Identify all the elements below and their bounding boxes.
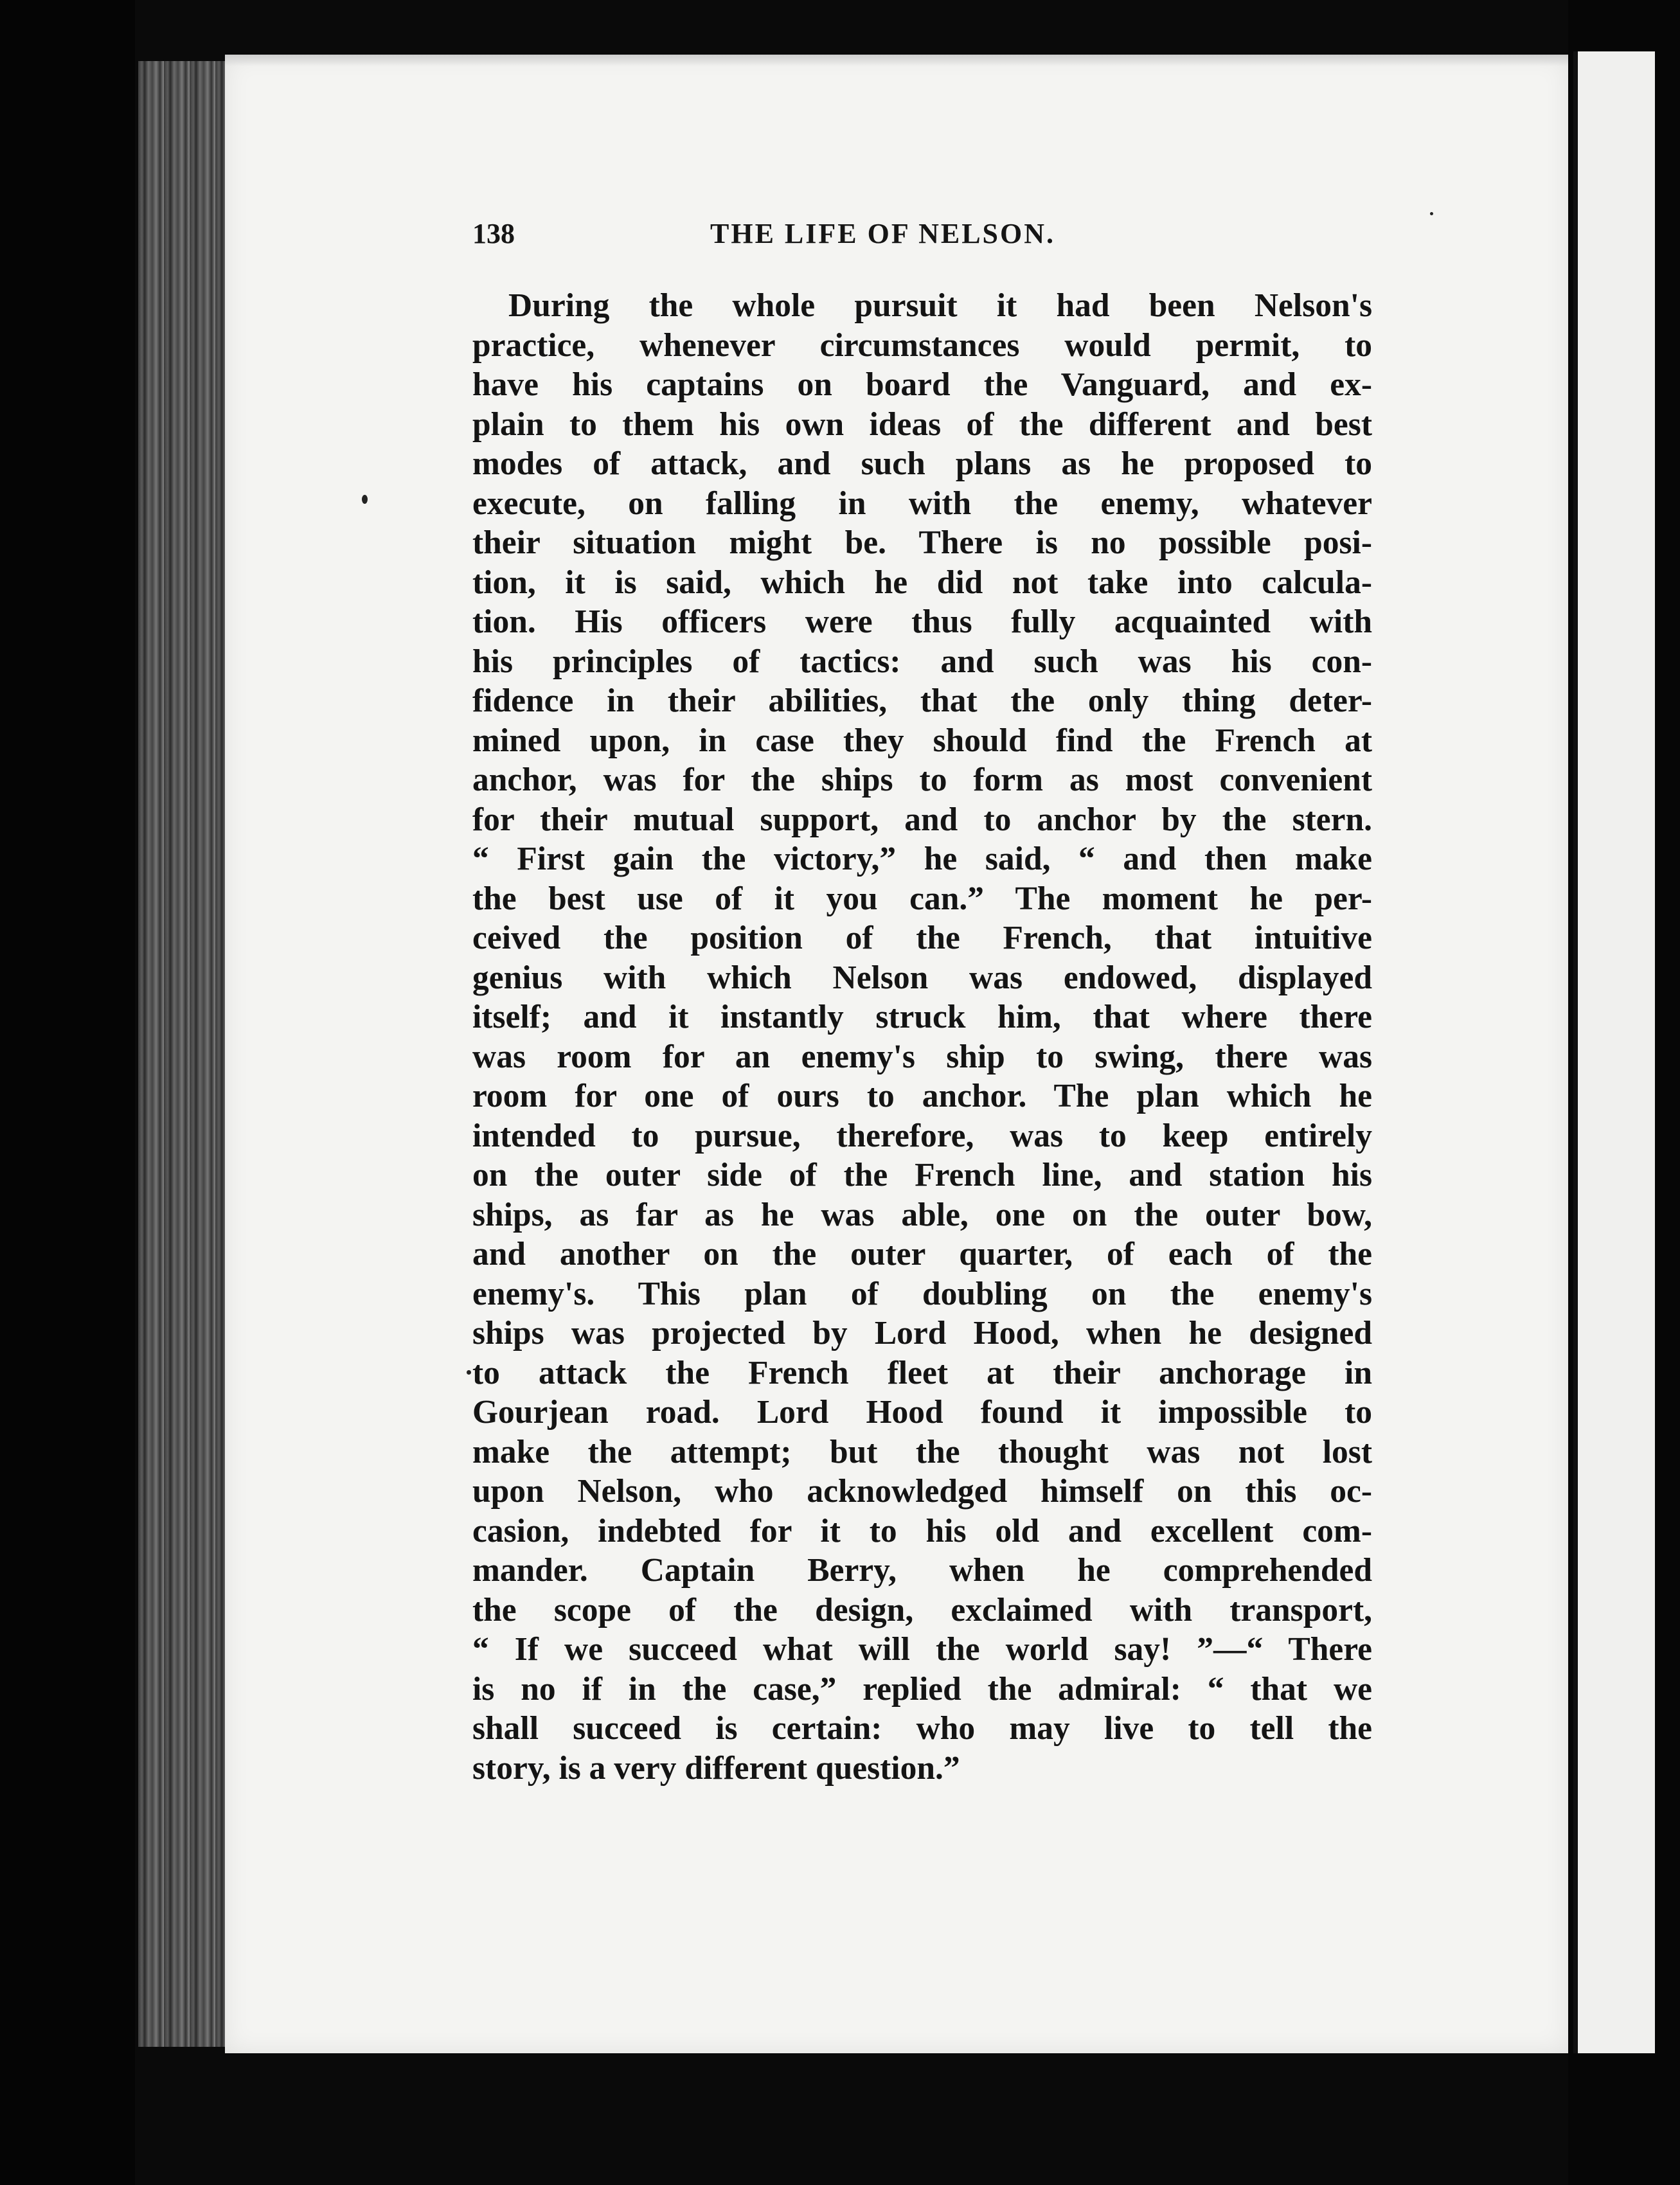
text-line: tion, it is said, which he did not take into calcula-: [472, 564, 1372, 601]
text-line: Gourjean road. Lord Hood found it impossible to: [472, 1394, 1372, 1431]
text-line: During the whole pursuit it had been Nelson's: [508, 287, 1372, 324]
text-line: ships was projected by Lord Hood, when he designed: [472, 1315, 1372, 1351]
text-line: have his captains on board the Vanguard, and ex-: [472, 366, 1372, 403]
text-line: ships, as far as he was able, one on the outer bow,: [472, 1196, 1372, 1233]
text-line: to attack the French fleet at their anchorage in: [472, 1354, 1372, 1391]
ink-speck: [362, 495, 368, 504]
text-line: and another on the outer quarter, of each of the: [472, 1236, 1372, 1272]
text-line: the scope of the design, exclaimed with transport,: [472, 1591, 1372, 1628]
page-top-shadow: [225, 55, 1568, 66]
text-line: room for one of ours to anchor. The plan which he: [472, 1078, 1372, 1114]
text-line: for their mutual support, and to anchor by the stern.: [472, 801, 1372, 838]
text-line: is no if in the case,” replied the admiral: “ that we: [472, 1670, 1372, 1708]
text-line: his principles of tactics: and such was his con-: [472, 643, 1372, 680]
text-line: fidence in their abilities, that the only thing deter-: [472, 682, 1372, 719]
scan-background-left: [0, 0, 135, 2185]
running-header: [472, 217, 1276, 256]
text-line: story, is a very different question.”: [472, 1749, 960, 1787]
text-line: mander. Captain Berry, when he comprehended: [472, 1552, 1372, 1589]
text-line: execute, on falling in with the enemy, whatever: [472, 485, 1372, 522]
text-line: enemy's. This plan of doubling on the enemy's: [472, 1275, 1372, 1312]
text-line: on the outer side of the French line, and station his: [472, 1157, 1372, 1193]
text-line: upon Nelson, who acknowledged himself on this oc-: [472, 1473, 1372, 1510]
text-line: ceived the position of the French, that intuitive: [472, 920, 1372, 956]
text-line: mined upon, in case they should find the French at: [472, 722, 1372, 759]
book-gutter-rule: [1573, 51, 1577, 2053]
text-line: itself; and it instantly struck him, that where there: [472, 999, 1372, 1035]
book-page-edges: [138, 61, 225, 2047]
ink-speck: [1430, 212, 1433, 215]
text-line: anchor, was for the ships to form as most convenient: [472, 762, 1372, 798]
text-line: was room for an enemy's ship to swing, there was: [472, 1038, 1372, 1075]
text-line: “ First gain the victory,” he said, “ and then make: [472, 841, 1372, 877]
text-line: modes of attack, and such plans as he proposed to: [472, 445, 1372, 482]
text-line: genius with which Nelson was endowed, displayed: [472, 959, 1372, 996]
text-line: casion, indebted for it to his old and excellent com-: [472, 1512, 1372, 1549]
text-line: make the attempt; but the thought was not lost: [472, 1433, 1372, 1470]
body-text: [472, 286, 1372, 1788]
text-line: practice, whenever circumstances would permit, to: [472, 326, 1372, 364]
text-line: shall succeed is certain: who may live to tell the: [472, 1710, 1372, 1747]
text-line: their situation might be. There is no possible posi-: [472, 524, 1372, 561]
text-line: plain to them his own ideas of the different and best: [472, 406, 1372, 443]
text-line: intended to pursue, therefore, was to keep entirely: [472, 1117, 1372, 1154]
ink-speck: [467, 1370, 471, 1375]
adjacent-page-strip: [1578, 51, 1655, 2053]
text-line: the best use of it you can.” The moment he per-: [472, 880, 1372, 917]
text-line: “ If we succeed what will the world say! ”—“ There: [472, 1631, 1372, 1668]
running-title: THE LIFE OF NELSON.: [710, 218, 1056, 249]
page-number: 138: [472, 218, 515, 249]
text-line: tion. His officers were thus fully acquainted with: [472, 603, 1372, 640]
